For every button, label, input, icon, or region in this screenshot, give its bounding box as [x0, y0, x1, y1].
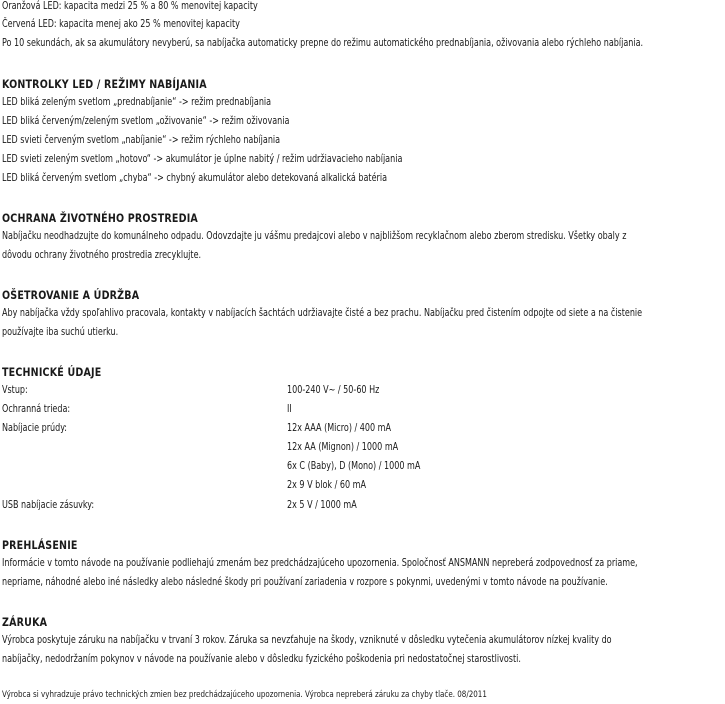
environment-line: dôvodu ochrany životného prostredia zrecyklujte. — [2, 249, 202, 261]
warranty-line: nabíjačky, nedodržaním pokynov v návode na používanie alebo v dôsledku fyzického poškodenia pri nedostatočnej starostlivosti. — [2, 653, 521, 665]
maintenance-line: používajte iba suchú utierku. — [2, 326, 119, 338]
led-item: LED bliká červeným svetlom „chyba“ -> chybný akumulátor alebo detekovaná alkalická batéria — [2, 172, 387, 184]
intro-line-auto: Po 10 sekundách, ak sa akumulátory nevyberú, sa nabíjačka automaticky prepne do režimu automatického prednabíjania, oživovania alebo rýchleho nabíjania. — [2, 37, 644, 49]
maintenance-line: Aby nabíjačka vždy spoľahlivo pracovala, kontakty v nabíjacích šachtách udržiavajte čisté a bez prachu. Nabíjačku pred čistením odpojte od siete a na čistenie — [2, 307, 643, 319]
warranty-title: ZÁRUKA — [2, 615, 48, 629]
charging-current-value: 6x C (Baby), D (Mono) / 1000 mA — [287, 460, 421, 472]
declaration-line: Informácie v tomto návode na používanie podliehajú zmenám bez predchádzajúceho upozornenia. Spoločnosť ANSMANN nepreberá zodpovednosť za priame, — [2, 557, 638, 569]
intro-line-orange: Oranžová LED: kapacita medzi 25 % a 80 % menovitej kapacity — [2, 0, 258, 12]
maintenance-title: OŠETROVANIE A ÚDRŽBA — [2, 288, 140, 302]
input-value: 100-240 V~ / 50-60 Hz — [287, 384, 380, 396]
usb-label: USB nabíjacie zásuvky: — [2, 499, 95, 511]
led-item: LED bliká červeným/zeleným svetlom „oživovanie“ -> režim oživovania — [2, 115, 290, 127]
intro-line-red: Červená LED: kapacita menej ako 25 % menovitej kapacity — [2, 18, 240, 30]
protection-class-label: Ochranná trieda: — [2, 403, 71, 415]
environment-title: OCHRANA ŽIVOTNÉHO PROSTREDIA — [2, 211, 198, 225]
protection-class-value: II — [287, 403, 292, 415]
footer-note: Výrobca si vyhradzuje právo technických zmien bez predchádzajúceho upozornenia. Výrobca nepreberá záruku za chyby tlače. 08/2011 — [2, 690, 487, 700]
declaration-title: PREHLÁSENIE — [2, 538, 78, 552]
charging-current-value: 2x 9 V blok / 60 mA — [287, 479, 366, 491]
input-label: Vstup: — [2, 384, 28, 396]
environment-line: Nabíjačku neodhadzujte do komunálneho odpadu. Odovzdajte ju vášmu predajcovi alebo v najbližšom recyklačnom alebo zberom stredisku. Všetky obaly z — [2, 230, 627, 242]
led-item: LED bliká zeleným svetlom „prednabíjanie“ -> režim prednabíjania — [2, 96, 272, 108]
led-item: LED svieti červeným svetlom „nabíjanie“ -> režim rýchleho nabíjania — [2, 134, 281, 146]
led-item: LED svieti zeleným svetlom „hotovo“ -> akumulátor je úplne nabitý / režim udržiavacieho nabíjania — [2, 153, 403, 165]
warranty-line: Výrobca poskytuje záruku na nabíjačku v trvaní 3 rokov. Záruka sa nevzťahuje na škody, vzniknuté v dôsledku vytečenia akumulátorov nízkej kvality do — [2, 634, 612, 646]
declaration-line: nepriame, náhodné alebo iné následky alebo následné škody pri používaní zariadenia v rozpore s pokynmi, uvedenými v tomto návode na používanie. — [2, 576, 608, 588]
charging-current-value: 12x AAA (Micro) / 400 mA — [287, 422, 392, 434]
charging-current-value: 12x AA (Mignon) / 1000 mA — [287, 441, 399, 453]
technical-title: TECHNICKÉ ÚDAJE — [2, 365, 102, 379]
charging-currents-label: Nabíjacie prúdy: — [2, 422, 68, 434]
usb-value: 2x 5 V / 1000 mA — [287, 499, 357, 511]
led-section-title: KONTROLKY LED / REŽIMY NABÍJANIA — [2, 77, 207, 91]
